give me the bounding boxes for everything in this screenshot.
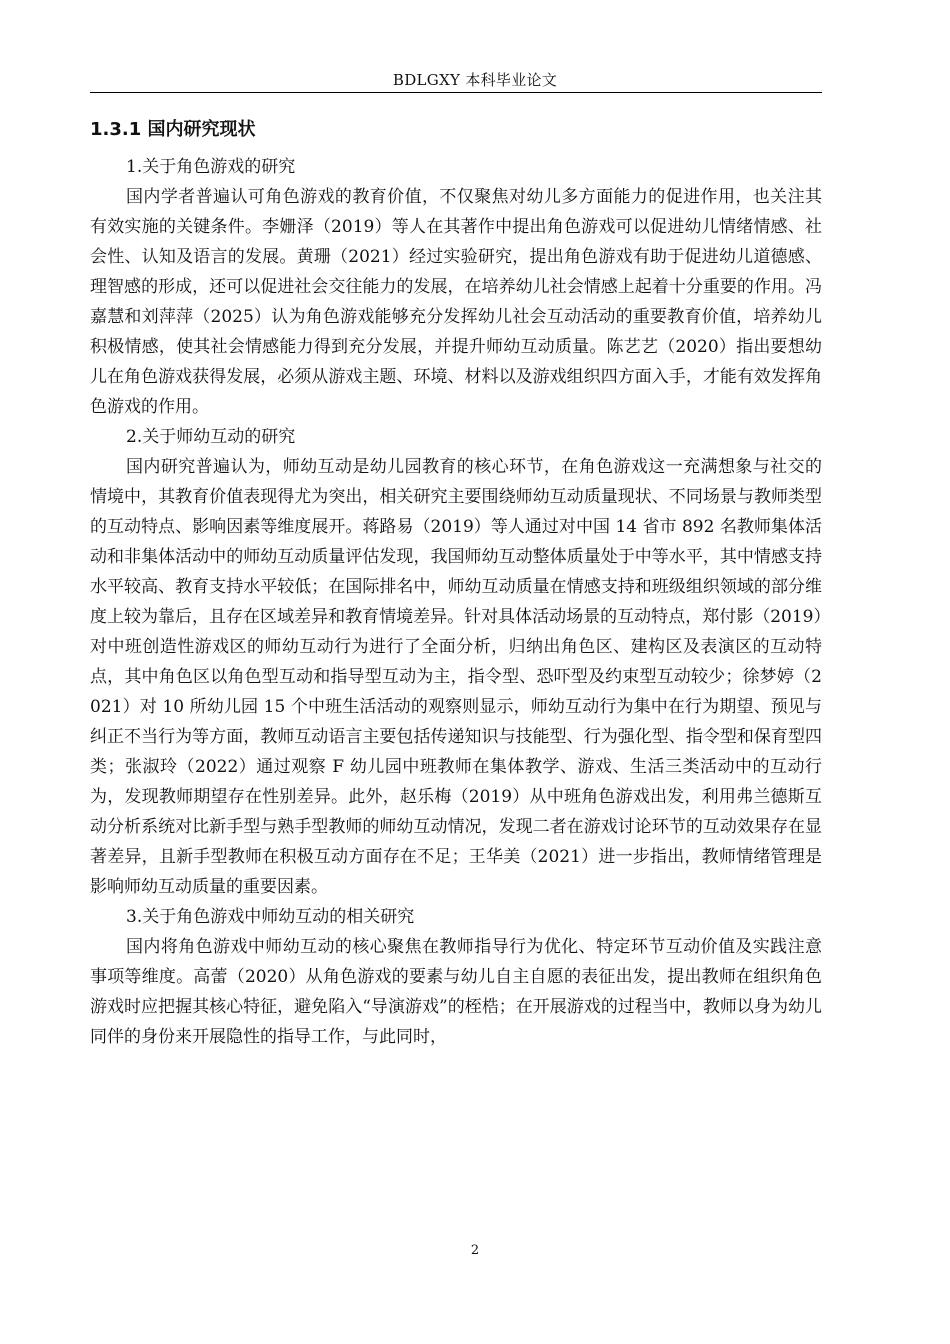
page-header: BDLGXY 本科毕业论文 — [392, 71, 558, 89]
page-body — [90, 116, 822, 1052]
paragraph-teacher-child-interaction: 国内研究普遍认为，师幼互动是幼儿园教育的核心环节，在角色游戏这一充满想象与社交的情境中，其教育价值表现得尤为突出，相关研究主要围绕师幼互动质量现状、不同场景与教师类型的互动特点、影响因素等维度展开。蒋路易（2019）等人通过对中国 14 省市 892 名教师集体活动和非集体活动中的师幼互动质量评估发现，我国师幼互动整体质量处于中等水平，其中情感支持水平较高、教育支持水平较低；在国际排名中，师幼互动质量在情感支持和班级组织领域的部分维度上较为靠后，且存在区域差异和教育情境差异。针对具体活动场景的互动特点，郑付影（2019）对中班创造性游戏区的师幼互动行为进行了全面分析，归纳出角色区、建构区及表演区的互动特点，其中角色区以角色型互动和指导型互动为主，指令型、恐吓型及约束型互动较少；徐梦婷（2021）对 10 所幼儿园 15 个中班生活活动的观察则显示，师幼互动行为集中在行为期望、预见与纠正不当行为等方面，教师互动语言主要包括传递知识与技能型、行为强化型、指令型和保育型四类；张淑玲（2022）通过观察 F 幼儿园中班教师在集体教学、游戏、生活三类活动中的互动行为，发现教师期望存在性别差异。此外，赵乐梅（2019）从中班角色游戏出发，利用弗兰德斯互动分析系统对比新手型与熟手型教师的师幼互动情况，发现二者在游戏讨论环节的互动效果存在显著差异，且新手型教师在积极互动方面存在不足；王华美（2021）进一步指出，教师情绪管理是影响师幼互动质量的重要因素。 — [90, 457, 822, 897]
header-divider — [90, 92, 822, 93]
paragraph-interaction-in-role-play: 国内将角色游戏中师幼互动的核心聚焦在教师指导行为优化、特定环节互动价值及实践注意事项等维度。高蕾（2020）从角色游戏的要素与幼儿自主自愿的表征出发，提出教师在组织角色游戏时应把握其核心特征，避免陷入“导演游戏”的桎梏；在开展游戏的过程当中，教师以身为幼儿同伴的身份来开展隐性的指导工作，与此同时， — [90, 937, 822, 1047]
section-heading: 1.3.1 国内研究现状 — [90, 119, 256, 140]
subsection-title-teacher-child-interaction: 2.关于师幼互动的研究 — [126, 427, 296, 447]
subsection-title-role-play: 1.关于角色游戏的研究 — [126, 157, 296, 177]
page-number: 2 — [470, 1243, 480, 1258]
paragraph-role-play: 国内学者普遍认可角色游戏的教育价值，不仅聚焦对幼儿多方面能力的促进作用，也关注其有效实施的关键条件。李姗泽（2019）等人在其著作中提出角色游戏可以促进幼儿情绪情感、社会性、认知及语言的发展。黄珊（2021）经过实验研究，提出角色游戏有助于促进幼儿道德感、理智感的形成，还可以促进社会交往能力的发展，在培养幼儿社会情感上起着十分重要的作用。冯嘉慧和刘萍萍（2025）认为角色游戏能够充分发挥幼儿社会互动活动的重要教育价值，培养幼儿积极情感，使其社会情感能力得到充分发展，并提升师幼互动质量。陈艺艺（2020）指出要想幼儿在角色游戏获得发展，必须从游戏主题、环境、材料以及游戏组织四方面入手，才能有效发挥角色游戏的作用。 — [90, 187, 822, 417]
subsection-title-interaction-in-role-play: 3.关于角色游戏中师幼互动的相关研究 — [126, 907, 415, 927]
